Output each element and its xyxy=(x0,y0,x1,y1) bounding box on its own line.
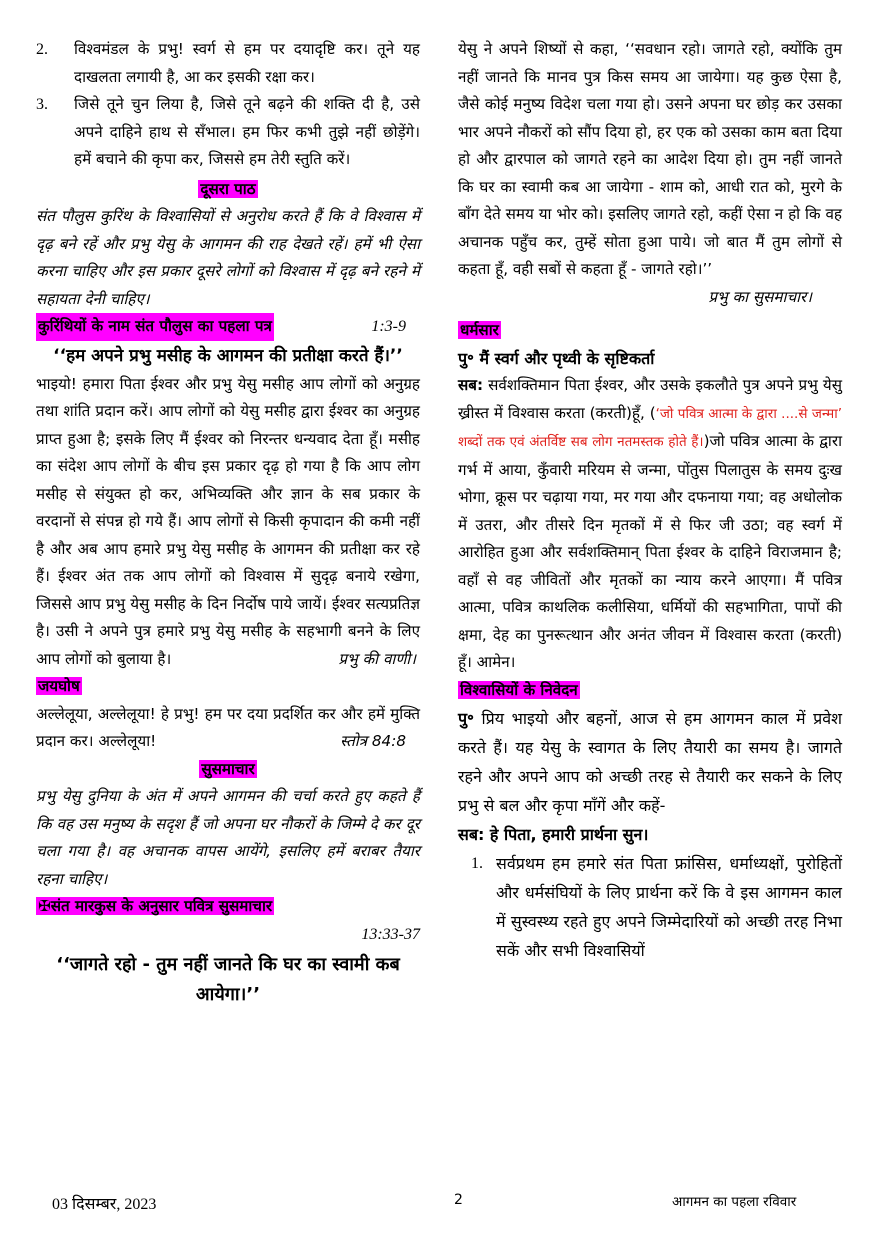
gospel-heading-row xyxy=(36,756,420,784)
gospel-source-text: संत मारकुस के अनुसार पवित्र सुसमाचार xyxy=(50,897,273,915)
gospel-body-text: येसु ने अपने शिष्यों से कहा, ‘‘सवधान रहो। जागते रहो, क्योंकि तुम नहीं जानते कि मानव पुत्र किस समय आ जायेगा। यह कुछ ऐसा है, जैसे कोई मनुष्य विदेश चला गया हो। उसने अपना घर छोड़ कर उसका भार अपने नौकरों को सौंप दिया हो, हर एक को उसका काम बता दिया हो और द्वारपाल को जागते रहने का आदेश दिया हो। तुम नहीं जानते कि घर का स्वामी कब आ जायेगा - शाम को, आधी रात को, मुरगे के बाँग देते समय या भोर को। इसलिए जागते रहो, कहीं ऐसा न हो कि वह अचानक पहुँच कर, तुम्हें सोता हुआ पाये। जो बात मैं तुम लोगों से कहता हूँ, वही सबों से कहता हूँ - जागते रहो।’’ xyxy=(458,40,842,278)
footer-title: आगमन का पहला रविवार xyxy=(672,1194,797,1210)
creed-open-paren: ( xyxy=(649,403,656,422)
creed-text xyxy=(458,372,842,677)
gospel-reference: 13:33-37 xyxy=(361,925,420,943)
second-reading-source-row xyxy=(36,313,420,341)
footer-date: 03 दिसम्बर, 2023 xyxy=(52,1196,157,1213)
prayers-heading: विश्वासियों के निवेदन xyxy=(460,680,578,699)
gospel-quote: ‘‘जागते रहो - तुम नहीं जानते कि घर का स्वामी कब आयेगा।’’ xyxy=(56,954,400,1005)
second-reading-intro: संत पौलुस कुरिंथ के विश्वासियों से अनुरोध करते हैं कि वे विश्वास में दृढ़ बने रहें और प्रभु येसु के आगमन की राह देखते रहें। हमें भी ऐसा करना चाहिए और इस प्रकार दूसरे लोगों को विश्वास में दृढ़ बने रहने में सहायता देनी चाहिए। xyxy=(36,207,420,308)
creed-heading-row xyxy=(458,317,842,345)
prayers-intro-text: प्रिय भाइयो और बहनों, आज से हम आगमन काल में प्रवेश करते हैं। यह येसु के स्वागत के लिए तैयारी का समय है। जागते रहने और अपने आप को अच्छी तरह से तैयारी कर सकने के लिए प्रभु से बल और कृपा माँगें और कहें- xyxy=(458,709,842,815)
page-number: 2 xyxy=(454,1192,463,1208)
creed-priest-text: मैं स्वर्ग और पृथ्वी के सृष्टिकर्ता xyxy=(479,348,655,368)
prayer-item xyxy=(458,849,842,965)
item-number: 2. xyxy=(36,41,48,58)
right-column xyxy=(458,36,842,965)
creed-rubric: ‘जो पवित्र आत्मा के द्वारा ....से जन्मा’ शब्दों तक एवं अंतर्विष्ट सब लोग नतमस्तक होते हैं। xyxy=(458,405,843,450)
creed-close-paren: ) xyxy=(703,432,710,450)
item-text: जिसे तूने चुन लिया है, जिसे तूने बढ़ने की शक्ति दी है, उसे अपने दाहिने हाथ से सँभाल। हम फिर कभी तुझे नहीं छोड़ेंगे। हमें बचाने की कृपा कर, जिससे हम तेरी स्तुति करें। xyxy=(74,95,420,168)
psalm-item xyxy=(36,91,420,174)
item-text: सर्वप्रथम हम हमारे संत पिता फ्रांसिस, धर्माध्यक्षों, पुरोहितों और धर्मसंघियों के लिए प्रार्थना करें कि वे इस आगमन काल में सुस्वस्थ्य रहते हुए अपने जिम्मेदारियों को अच्छी तरह निभा सकें और सभी विश्वासियों xyxy=(496,854,842,960)
prayers-intro xyxy=(458,704,842,820)
acclamation-heading-row xyxy=(36,673,420,701)
creed-all-label: सब: xyxy=(458,376,484,394)
gospel-source-title xyxy=(36,897,274,915)
prayers-heading-row xyxy=(458,677,842,705)
acclamation-heading: जयघोष xyxy=(38,677,80,695)
second-reading-body xyxy=(36,371,420,674)
acclamation-reference: स्तोत्र 84:8 xyxy=(340,732,406,750)
creed-priest-label: पु॰ xyxy=(458,348,474,368)
creed-priest-line xyxy=(458,345,842,373)
gospel-closing: प्रभु का सुसमाचार। xyxy=(708,287,812,306)
prayers-response: सब: हे पिता, हमारी प्रार्थना सुन। xyxy=(458,825,649,844)
creed-heading: धर्मसार xyxy=(460,321,499,339)
item-number: 3. xyxy=(36,96,48,113)
second-reading-closing: प्रभु की वाणी। xyxy=(338,649,416,668)
second-reading-source-title: कुरिंथियों के नाम संत पौलुस का पहला पत्र xyxy=(36,313,274,341)
creed-text-before: सर्वशक्तिमान पिता ईश्वर, और उसके इकलौते पुत्र अपने प्रभु येसु ख्रीस्त में विश्वास करता (करती)हूँ, xyxy=(458,376,842,422)
psalm-item xyxy=(36,36,420,91)
second-reading-heading: दूसरा पाठ xyxy=(200,179,256,198)
item-text: विश्वमंडल के प्रभु! स्वर्ग से हम पर दयादृष्टि कर। तूने यह दाखलता लगायी है, आ कर इसकी रक्षा कर। xyxy=(74,40,420,86)
creed-text-after: जो पवित्र आत्मा के द्वारा गर्भ में आया, कुँवारी मरियम से जन्मा, पोंतुस पिलातुस के समय दुःख भोगा, क्रूस पर चढ़ाया गया, मर गया और दफनाया गया; वह अधोलोक में उतरा, और तीसरे दिन मृतकों में से फिर जी उठा; वह स्वर्ग में आरोहित हुआ और सर्वशक्तिमान् पिता ईश्वर के दाहिने विराजमान है; वहाँ से वह जीवितों और मृतकों का न्याय करने आएगा। मैं पवित्र आत्मा, पवित्र काथलिक कलीसिया, धर्मियों की सहभागिता, पापों की क्षमा, देह का पुनरूत्थान और अनंत जीवन में विश्वास करता (करती) हूँ। आमेन। xyxy=(458,432,843,671)
second-reading-reference: 1:3-9 xyxy=(371,318,406,335)
gospel-heading: सुसमाचार xyxy=(201,759,255,778)
gospel-reference-row xyxy=(36,921,420,949)
acclamation xyxy=(36,701,420,756)
second-reading-quote: ‘‘हम अपने प्रभु मसीह के आगमन की प्रतीक्षा करते हैं।’’ xyxy=(53,345,403,366)
second-reading-heading-row xyxy=(36,176,420,204)
prayers-priest-label: पु॰ xyxy=(458,709,474,728)
gospel-source-row xyxy=(36,893,420,921)
left-column xyxy=(36,36,420,1012)
cross-icon: ✠ xyxy=(38,897,51,915)
second-reading-body-text: भाइयो! हमारा पिता ईश्वर और प्रभु येसु मसीह आप लोगों को अनुग्रह तथा शांति प्रदान करें। आप लोगों को येसु मसीह द्वारा ईश्वर का अनुग्रह प्राप्त हुआ है; इसके लिए मैं ईश्वर को निरन्तर धन्यवाद देता हूँ। मसीह का संदेश आप लोगों के बीच इस प्रकार दृढ़ हो गया है कि आप लोग मसीह से संयुक्त हो कर, अभिव्यक्ति और ज्ञान के सब प्रकार के वरदानों से संपन्न हो गये हैं। आप लोगों से किसी कृपादान की कमी नहीं है और अब आप हमारे प्रभु येसु मसीह के आगमन की प्रतीक्षा कर रहे हैं। ईश्वर अंत तक आप लोगों को विश्वास में सुदृढ़ बनाये रखेगा, जिससे आप प्रभु येसु मसीह के दिन निर्दोष पाये जायें। ईश्वर सत्यप्रतिज्ञ है। उसी ने अपने पुत्र हमारे प्रभु येसु मसीह के सहभागी बनने के लिए आप लोगों को बुलाया है। xyxy=(36,374,420,668)
acclamation-text: अल्लेलूया, अल्लेलूया! हे प्रभु! हम पर दया प्रदर्शित कर और हमें मुक्ति प्रदान कर। अल्लेलूया! xyxy=(36,704,420,750)
gospel-body xyxy=(458,36,842,311)
item-number: 1. xyxy=(471,855,483,872)
gospel-intro: प्रभु येसु दुनिया के अंत में अपने आगमन की चर्चा करते हुए कहते हैं कि वह उस मनुष्य के सदृश हैं जो अपना घर नौकरों के जिम्मे दे कर दूर चला गया है। वह अचानक वापस आयेंगे, इसलिए हमें बराबर तैयार रहना चाहिए। xyxy=(36,787,420,888)
